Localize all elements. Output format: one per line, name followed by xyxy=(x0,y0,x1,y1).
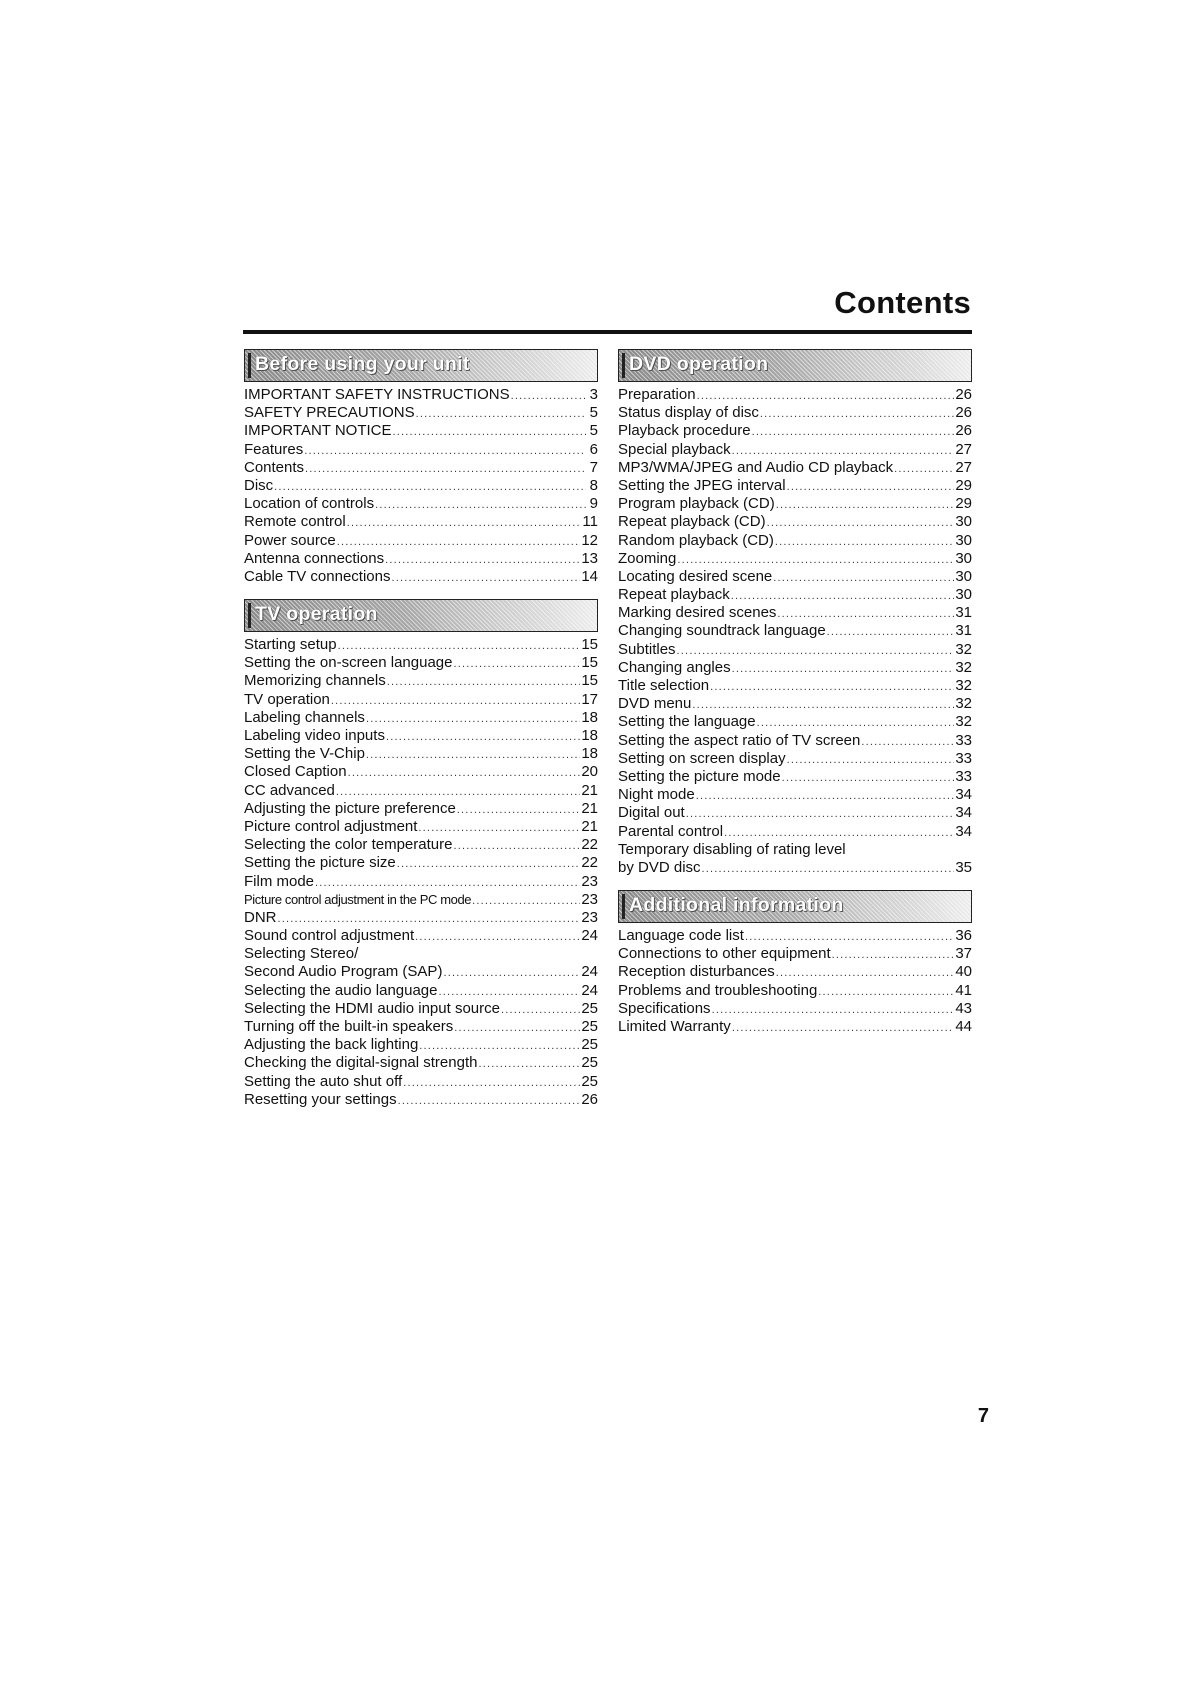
toc-entry xyxy=(618,604,972,622)
toc-entry-page: 25 xyxy=(581,1072,598,1090)
toc-entry xyxy=(618,713,972,731)
toc-entry-page: 30 xyxy=(955,531,972,549)
toc-entry-page: 33 xyxy=(955,731,972,749)
toc-entry-title: IMPORTANT NOTICE xyxy=(244,422,392,440)
dot-leader xyxy=(387,673,581,691)
toc-entry xyxy=(618,641,972,659)
toc-entry xyxy=(244,1018,598,1036)
toc-entry-title: Setting the picture mode xyxy=(618,767,781,785)
toc-entry-title: Changing soundtrack language xyxy=(618,622,826,640)
toc-entry-page: 26 xyxy=(955,404,972,422)
toc-entry-page: 25 xyxy=(581,1054,598,1072)
toc-entry xyxy=(244,459,598,477)
toc-entry-page: 26 xyxy=(581,1090,598,1108)
dot-leader xyxy=(336,783,580,801)
dot-leader xyxy=(732,660,955,678)
toc-entry-title: Setting the aspect ratio of TV screen xyxy=(618,731,861,749)
toc-entry-page: 43 xyxy=(955,999,972,1017)
toc-entry-page: 6 xyxy=(589,440,598,458)
toc-entry-title: Adjusting the back lighting xyxy=(244,1036,419,1054)
dot-leader xyxy=(274,478,586,496)
dot-leader xyxy=(511,387,586,405)
toc-entry-page: 32 xyxy=(955,640,972,658)
toc-list xyxy=(244,386,598,586)
toc-entry-page: 18 xyxy=(581,708,598,726)
toc-entry-title: Specifications xyxy=(618,999,711,1017)
toc-entry-title: Digital out xyxy=(618,804,685,822)
toc-entry xyxy=(244,782,598,800)
toc-entry-title: Changing angles xyxy=(618,658,731,676)
dot-leader xyxy=(366,746,580,764)
toc-entry xyxy=(618,750,972,768)
dot-leader xyxy=(366,710,580,728)
section-header xyxy=(618,890,972,923)
toc-entry-title: Picture control adjustment xyxy=(244,817,418,835)
toc-entry-page: 22 xyxy=(581,854,598,872)
toc-entry-title: Contents xyxy=(244,458,305,476)
toc-entry-page: 23 xyxy=(581,908,598,926)
toc-entry-title: Remote control xyxy=(244,513,346,531)
toc-entry-page: 30 xyxy=(955,513,972,531)
toc-entry xyxy=(244,495,598,513)
toc-entry-title: by DVD disc xyxy=(618,858,701,876)
toc-entry-title: DNR xyxy=(244,908,277,926)
toc-entry xyxy=(618,513,972,531)
dot-leader xyxy=(472,892,580,910)
toc-entry-page: 40 xyxy=(955,963,972,981)
dot-leader xyxy=(337,533,581,551)
section-before-using xyxy=(244,349,598,586)
dot-leader xyxy=(752,423,955,441)
toc-list xyxy=(244,636,598,1109)
toc-entry-title: Selecting the HDMI audio input source xyxy=(244,999,500,1017)
dot-leader xyxy=(338,637,581,655)
toc-entry-page: 15 xyxy=(581,654,598,672)
toc-entry-page: 15 xyxy=(581,636,598,654)
section-header xyxy=(618,349,972,382)
toc-entry-title: Repeat playback xyxy=(618,586,730,604)
dot-leader xyxy=(702,860,955,878)
dot-leader xyxy=(692,696,954,714)
toc-entry-page: 11 xyxy=(582,513,598,531)
toc-entry-title: Memorizing channels xyxy=(244,672,386,690)
dot-leader xyxy=(391,569,580,587)
toc-entry-title: Subtitles xyxy=(618,640,676,658)
toc-entry-page: 37 xyxy=(955,945,972,963)
dot-leader xyxy=(453,655,580,673)
toc-entry-page: 29 xyxy=(955,495,972,513)
toc-entry xyxy=(618,982,972,1000)
toc-entry-title: Setting the V-Chip xyxy=(244,745,365,763)
toc-list xyxy=(618,386,972,877)
toc-entry-title: Antenna connections xyxy=(244,549,385,567)
section-header-label: Before using your unit xyxy=(255,353,470,375)
toc-entry-title: Labeling channels xyxy=(244,708,365,726)
toc-entry xyxy=(618,732,972,750)
dot-leader xyxy=(827,623,955,641)
toc-entry-title: Program playback (CD) xyxy=(618,495,775,513)
toc-entry-title: Temporary disabling of rating level xyxy=(618,840,846,858)
section-header xyxy=(244,599,598,632)
toc-entry-title: Playback procedure xyxy=(618,422,751,440)
toc-entry xyxy=(618,586,972,604)
toc-entry-title: Checking the digital-signal strength xyxy=(244,1054,478,1072)
toc-entry-page: 26 xyxy=(955,386,972,403)
dot-leader xyxy=(315,874,580,892)
toc-entry xyxy=(244,550,598,568)
toc-entry xyxy=(244,691,598,709)
dot-leader xyxy=(403,1074,580,1092)
dot-leader xyxy=(419,1037,580,1055)
toc-entry-page: 33 xyxy=(955,749,972,767)
toc-entry xyxy=(244,532,598,550)
dot-leader xyxy=(775,533,954,551)
dot-leader xyxy=(686,805,955,823)
toc-entry xyxy=(244,800,598,818)
toc-entry xyxy=(244,1036,598,1054)
toc-entry xyxy=(244,891,598,909)
toc-entry-title: CC advanced xyxy=(244,781,335,799)
dot-leader xyxy=(331,692,580,710)
toc-entry-title: Connections to other equipment xyxy=(618,945,831,963)
toc-entry-page: 25 xyxy=(581,999,598,1017)
toc-entry xyxy=(244,404,598,422)
dot-leader xyxy=(348,764,581,782)
toc-entry-title: TV operation xyxy=(244,690,330,708)
dot-leader xyxy=(439,983,581,1001)
dot-leader xyxy=(787,751,955,769)
toc-entry-page: 13 xyxy=(581,549,598,567)
toc-entry-page: 32 xyxy=(955,695,972,713)
section-header-label: TV operation xyxy=(255,603,378,626)
toc-entry-title: Locating desired scene xyxy=(618,567,773,585)
toc-entry-page: 9 xyxy=(589,495,598,513)
toc-entry-page: 27 xyxy=(955,458,972,476)
dot-leader xyxy=(443,964,580,982)
toc-entry xyxy=(618,568,972,586)
toc-entry xyxy=(244,709,598,727)
toc-entry xyxy=(618,695,972,713)
toc-entry xyxy=(244,386,598,404)
section-header-label: DVD operation xyxy=(629,353,769,375)
toc-entry-page: 32 xyxy=(955,658,972,676)
toc-entry xyxy=(244,909,598,927)
toc-entry xyxy=(244,836,598,854)
toc-entry-title: Resetting your settings xyxy=(244,1090,397,1108)
toc-entry-title: Power source xyxy=(244,531,336,549)
toc-entry xyxy=(618,859,972,877)
toc-entry xyxy=(618,1018,972,1036)
dot-leader xyxy=(501,1001,580,1019)
toc-entry-title: Picture control adjustment in the PC mode xyxy=(244,891,472,907)
toc-entry xyxy=(244,727,598,745)
toc-entry-title: SAFETY PRECAUTIONS xyxy=(244,404,415,422)
toc-entry-title: Night mode xyxy=(618,786,695,804)
dot-leader xyxy=(757,714,955,732)
toc-entry-page: 30 xyxy=(955,549,972,567)
toc-entry-title: Status display of disc xyxy=(618,404,759,422)
dot-leader xyxy=(861,733,954,751)
toc-entry-page: 21 xyxy=(581,817,598,835)
page-number: 7 xyxy=(977,1405,989,1427)
dot-leader xyxy=(697,387,955,405)
toc-entry xyxy=(244,763,598,781)
toc-entry-title: Film mode xyxy=(244,872,315,890)
dot-leader xyxy=(776,964,955,982)
toc-entry-page: 23 xyxy=(581,890,598,908)
dot-leader xyxy=(777,605,954,623)
dot-leader xyxy=(776,496,955,514)
toc-entry-page: 33 xyxy=(955,767,972,785)
dot-leader xyxy=(386,728,580,746)
toc-entry-page: 27 xyxy=(955,440,972,458)
toc-entry xyxy=(244,477,598,495)
toc-entry-page: 7 xyxy=(589,458,598,476)
toc-entry xyxy=(244,927,598,945)
toc-entry-title: Random playback (CD) xyxy=(618,531,774,549)
toc-entry xyxy=(244,1073,598,1091)
dot-leader xyxy=(418,819,580,837)
toc-entry xyxy=(244,854,598,872)
dot-leader xyxy=(894,460,954,478)
toc-entry-title: Closed Caption xyxy=(244,763,347,781)
dot-leader xyxy=(478,1055,580,1073)
toc-entry-title: Reception disturbances xyxy=(618,963,775,981)
toc-entry-page: 5 xyxy=(589,404,598,422)
toc-entry xyxy=(618,786,972,804)
toc-entry-title: Zooming xyxy=(618,549,677,567)
toc-entry-page: 32 xyxy=(955,677,972,694)
dot-leader xyxy=(696,787,955,805)
toc-entry-page: 31 xyxy=(955,604,972,622)
toc-entry-page: 30 xyxy=(955,567,972,585)
toc-entry xyxy=(244,672,598,690)
dot-leader xyxy=(454,1019,580,1037)
toc-entry xyxy=(244,945,598,963)
toc-entry xyxy=(244,1054,598,1072)
dot-leader xyxy=(818,983,954,1001)
dot-leader xyxy=(760,405,954,423)
dot-leader xyxy=(304,442,586,460)
toc-entry-title: Sound control adjustment xyxy=(244,927,415,945)
toc-entry xyxy=(618,495,972,513)
toc-entry xyxy=(618,823,972,841)
toc-entry-title: Setting the language xyxy=(618,713,756,731)
toc-entry-title: MP3/WMA/JPEG and Audio CD playback xyxy=(618,458,894,476)
toc-entry-title: Preparation xyxy=(618,386,696,403)
dot-leader xyxy=(677,642,955,660)
dot-leader xyxy=(832,946,955,964)
toc-entry-title: Special playback xyxy=(618,440,731,458)
dot-leader xyxy=(731,587,955,605)
toc-entry-page: 3 xyxy=(589,386,598,403)
toc-entry xyxy=(244,982,598,1000)
toc-entry-page: 18 xyxy=(581,727,598,744)
dot-leader xyxy=(710,678,954,696)
toc-entry-page: 44 xyxy=(955,1018,972,1035)
toc-entry-page: 23 xyxy=(581,872,598,890)
toc-entry-title: Title selection xyxy=(618,677,710,694)
toc-entry xyxy=(618,677,972,695)
toc-entry xyxy=(618,550,972,568)
toc-entry xyxy=(244,1000,598,1018)
toc-entry-title: Selecting Stereo/ xyxy=(244,945,359,963)
toc-entry-title: Setting the on-screen language xyxy=(244,654,453,672)
section-header-label: Additional information xyxy=(629,894,844,917)
toc-entry-title: IMPORTANT SAFETY INSTRUCTIONS xyxy=(244,386,510,403)
toc-entry-title: Disc xyxy=(244,476,274,494)
toc-entry-page: 41 xyxy=(955,981,972,999)
dot-leader xyxy=(385,551,580,569)
toc-entry xyxy=(244,963,598,981)
toc-entry-page: 14 xyxy=(581,567,598,585)
toc-entry-title: Second Audio Program (SAP) xyxy=(244,963,443,981)
toc-entry xyxy=(618,441,972,459)
dot-leader xyxy=(782,769,955,787)
dot-leader xyxy=(305,460,586,478)
toc-entry-page: 18 xyxy=(581,745,598,763)
toc-entry-title: Selecting the color temperature xyxy=(244,836,453,854)
toc-entry xyxy=(618,841,972,859)
toc-entry-title: Problems and troubleshooting xyxy=(618,981,818,999)
toc-entry-title: Setting the auto shut off xyxy=(244,1072,403,1090)
toc-entry xyxy=(244,873,598,891)
toc-entry xyxy=(244,568,598,586)
toc-entry-page: 25 xyxy=(581,1036,598,1054)
toc-entry-title: DVD menu xyxy=(618,695,692,713)
toc-entry-page: 24 xyxy=(581,963,598,981)
toc-entry-page: 31 xyxy=(955,622,972,640)
dot-leader xyxy=(416,405,586,423)
toc-entry-page: 21 xyxy=(581,799,598,817)
toc-entry-page: 34 xyxy=(955,786,972,804)
toc-entry xyxy=(618,459,972,477)
dot-leader xyxy=(732,1019,955,1037)
toc-entry xyxy=(618,422,972,440)
right-column xyxy=(618,349,972,1036)
toc-list xyxy=(618,927,972,1036)
toc-entry-page: 12 xyxy=(581,531,598,549)
toc-entry-title: Adjusting the picture preference xyxy=(244,799,456,817)
toc-entry-title: Language code list xyxy=(618,927,744,945)
toc-entry xyxy=(618,477,972,495)
toc-entry-title: Cable TV connections xyxy=(244,567,391,585)
toc-entry-page: 17 xyxy=(581,690,598,708)
toc-entry-page: 21 xyxy=(581,781,598,799)
toc-entry-page: 29 xyxy=(955,476,972,494)
section-additional-information xyxy=(618,890,972,1036)
toc-entry-title: Location of controls xyxy=(244,495,375,513)
toc-entry-page: 5 xyxy=(589,422,598,440)
toc-entry xyxy=(618,963,972,981)
toc-entry xyxy=(244,818,598,836)
toc-entry xyxy=(244,422,598,440)
dot-leader xyxy=(712,1001,955,1019)
title-rule xyxy=(243,330,972,334)
toc-entry-page: 25 xyxy=(581,1018,598,1035)
toc-entry-title: Marking desired scenes xyxy=(618,604,777,622)
toc-entry xyxy=(618,404,972,422)
toc-entry xyxy=(244,513,598,531)
toc-entry xyxy=(618,804,972,822)
toc-entry xyxy=(618,1000,972,1018)
dot-leader xyxy=(347,514,582,532)
dot-leader xyxy=(278,910,581,928)
toc-entry-title: Selecting the audio language xyxy=(244,981,438,999)
section-dvd-operation xyxy=(618,349,972,877)
page-title: Contents xyxy=(834,285,971,320)
toc-entry xyxy=(244,1091,598,1109)
toc-entry-title: Turning off the built-in speakers xyxy=(244,1018,454,1035)
toc-entry-page: 30 xyxy=(955,586,972,604)
toc-entry xyxy=(244,441,598,459)
dot-leader xyxy=(393,423,586,441)
toc-entry xyxy=(618,532,972,550)
toc-entry-title: Limited Warranty xyxy=(618,1018,731,1035)
toc-entry xyxy=(618,622,972,640)
toc-entry-page: 24 xyxy=(581,927,598,945)
dot-leader xyxy=(724,824,954,842)
toc-entry-page: 20 xyxy=(581,763,598,781)
dot-leader xyxy=(787,478,955,496)
toc-entry-title: Setting the JPEG interval xyxy=(618,476,786,494)
toc-entry xyxy=(618,386,972,404)
toc-entry-page: 24 xyxy=(581,981,598,999)
toc-entry-page: 26 xyxy=(955,422,972,440)
dot-leader xyxy=(397,855,581,873)
toc-entry-page: 34 xyxy=(955,804,972,822)
left-column xyxy=(244,349,598,1109)
toc-entry-title: Setting the picture size xyxy=(244,854,396,872)
dot-leader xyxy=(415,928,580,946)
dot-leader xyxy=(773,569,954,587)
toc-entry-page: 8 xyxy=(589,476,598,494)
toc-entry xyxy=(618,945,972,963)
toc-entry-page: 15 xyxy=(581,672,598,690)
dot-leader xyxy=(375,496,586,514)
toc-entry xyxy=(244,745,598,763)
toc-entry-page: 36 xyxy=(955,927,972,945)
toc-entry-title: Setting on screen display xyxy=(618,749,786,767)
toc-entry-title: Labeling video inputs xyxy=(244,727,385,744)
toc-entry-page: 32 xyxy=(955,713,972,731)
toc-entry-page: 34 xyxy=(955,822,972,840)
toc-entry-title: Repeat playback (CD) xyxy=(618,513,766,531)
toc-entry xyxy=(618,927,972,945)
toc-entry xyxy=(244,636,598,654)
toc-entry-page: 35 xyxy=(955,858,972,876)
dot-leader xyxy=(732,442,955,460)
dot-leader xyxy=(677,551,954,569)
section-header xyxy=(244,349,598,382)
dot-leader xyxy=(767,514,955,532)
toc-entry xyxy=(618,768,972,786)
toc-entry-page: 22 xyxy=(581,836,598,854)
toc-entry xyxy=(618,659,972,677)
toc-entry xyxy=(244,654,598,672)
dot-leader xyxy=(453,837,580,855)
dot-leader xyxy=(398,1092,581,1110)
dot-leader xyxy=(745,928,954,946)
toc-entry-title: Parental control xyxy=(618,822,724,840)
section-tv-operation xyxy=(244,599,598,1109)
dot-leader xyxy=(457,801,581,819)
toc-entry-title: Starting setup xyxy=(244,636,337,654)
toc-entry-title: Features xyxy=(244,440,304,458)
